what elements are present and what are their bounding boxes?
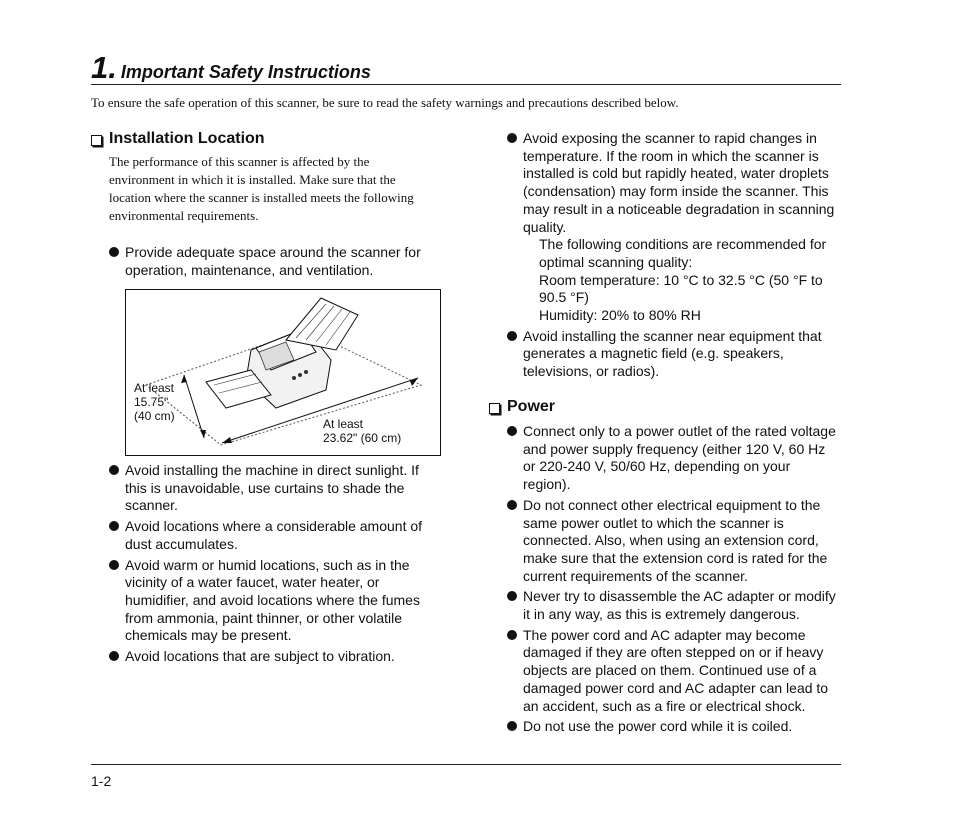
paragraph-line: The performance of this scanner is affected by the [109,154,370,169]
list-item [507,718,847,736]
bullet-line: region). [523,476,571,493]
bullet-line: Do not connect other electrical equipment to the [523,496,821,513]
footer-rule [91,764,841,765]
bullet-icon [507,331,517,341]
depth-label [134,381,175,423]
bullet-icon [507,721,517,731]
bullet-line: Never try to disassemble the AC adapter or modify [523,588,836,605]
paragraph-line: environment in which it is installed. Make sure that the [109,172,396,187]
bullet-line: damaged power cord and AC adapter can lead to [523,679,829,696]
bullet-icon [507,630,517,640]
bullet-line: connected. Also, when using an extension cord, [523,532,819,549]
installation-paragraph [109,153,454,225]
bullet-line: Avoid installing the scanner near equipment that [523,327,822,344]
bullet-line: it in any way, as this is extremely dangerous. [523,606,800,623]
bullet-line: current requirements of the scanner. [523,567,748,584]
list-item [507,588,847,623]
bullet-line: scanner. [125,497,178,514]
list-item [507,423,847,494]
bullet-icon [507,591,517,601]
bullet-line: generates a magnetic field (e.g. speakers, [523,345,784,362]
installation-heading [91,130,265,148]
power-heading-text: Power [507,398,556,415]
condition-line: optimal scanning quality: [539,253,693,270]
bullet-line: Provide adequate space around the scanner for [125,244,421,260]
figure-label-line: 15.75" [134,395,169,409]
figure-label-line: (40 cm) [134,409,175,423]
list-item [109,518,459,553]
list-item [507,130,847,325]
condition-line: The following conditions are recommended for [539,236,827,253]
list-item [507,328,847,381]
list-item [109,557,459,646]
bullet-line: may result in a noticeable degradation in scanning [523,200,835,217]
condition-line: Room temperature: 10 °C to 32.5 °C (50 °F to [539,271,823,288]
bullet-line: Avoid warm or humid locations, such as in the [125,556,410,573]
bullet-line: televisions, or radios). [523,363,660,380]
bullet-line: chemicals may be present. [125,627,292,644]
bullet-line: from ammonia, paint thinner, or other volatile [125,609,403,626]
list-item [109,648,459,666]
bullet-line: and power supply frequency (either 120 V, 60 Hz [523,440,826,457]
bullet-icon [507,426,517,436]
figure-label-line: At least [134,381,175,395]
bullet-icon [507,133,517,143]
installation-heading-text: Installation Location [109,130,265,147]
bullet-icon [109,651,119,661]
bullet-line: Avoid installing the machine in direct sunlight. If [125,462,419,478]
bullet-line: dust accumulates. [125,535,238,552]
title-rule [91,84,841,85]
bullet-line: Avoid locations where a considerable amount of [125,518,423,535]
figure-label-line: 23.62" (60 cm) [323,431,402,445]
environment-bullet-list [507,130,847,384]
arrow-icon [181,375,187,383]
list-item [109,462,459,515]
bullet-line: humidifier, and avoid locations where the fumes [125,591,420,608]
bullet-line: Avoid locations that are subject to vibration. [125,648,395,665]
bullet-line: an accident, such as a fire or electrical shock. [523,697,806,714]
bullet-icon [109,560,119,570]
list-item [507,627,847,716]
bullet-line: Do not use the power cord while it is coiled. [523,718,793,735]
bullet-line: this is unavoidable, use curtains to shade the [125,479,405,496]
checkbox-bullet-icon [489,403,500,414]
installation-figure [125,289,441,456]
bullet-line: quality. [523,218,567,235]
bullet-line: objects are placed on them. Continued use of a [523,662,817,679]
space-bullet-list [109,244,459,282]
bullet-line: damaged if they are often stepped on or if heavy [523,644,824,661]
bullet-line: The power cord and AC adapter may become [523,626,806,643]
intro-text: To ensure the safe operation of this scanner, be sure to read the safety warnings and precautions described below. [91,95,679,110]
condition-line: Humidity: 20% to 80% RH [539,307,701,324]
power-bullet-list [507,423,847,739]
paragraph-line: environmental requirements. [109,208,259,223]
depth-dimension-line [184,375,204,438]
location-bullet-list [109,462,459,669]
checkbox-bullet-icon [91,135,102,146]
bullet-line: temperature. If the room in which the scanner is [523,147,819,164]
page-number: 1-2 [91,773,112,789]
bullet-icon [507,500,517,510]
power-heading [489,398,555,416]
bullet-line: Avoid exposing the scanner to rapid changes in [523,130,817,146]
list-item [109,244,459,279]
bullet-line: vicinity of a water faucet, water heater, or [125,574,380,591]
figure-label-line: At least [323,417,364,431]
width-label [323,417,401,445]
bullet-line: or 220-240 V, 50/60 Hz, depending on your [523,458,791,475]
bullet-line: operation, maintenance, and ventilation. [125,261,374,278]
bullet-line: Connect only to a power outlet of the rated voltage [523,423,836,439]
arrow-icon [222,437,232,443]
page-title [91,50,371,86]
bullet-icon [109,465,119,475]
bullet-line: (condensation) may form inside the scanner. This [523,183,829,200]
arrow-icon [200,430,206,438]
condition-line: 90.5 °F) [539,289,589,306]
bullet-line: make sure that the extension cord is rated for the [523,549,828,566]
chapter-title-text: Important Safety Instructions [120,62,371,82]
list-item [507,497,847,586]
scanner-icon [206,298,358,408]
recommended-conditions [523,236,847,325]
chapter-number: 1. [91,50,117,85]
bullet-icon [109,247,119,257]
bullet-line: installed is cold but rapidly heated, water droplets [523,165,829,182]
bullet-line: same power outlet to which the scanner is [523,514,784,531]
bullet-icon [109,521,119,531]
paragraph-line: location where the scanner is installed meets the following [109,190,414,205]
